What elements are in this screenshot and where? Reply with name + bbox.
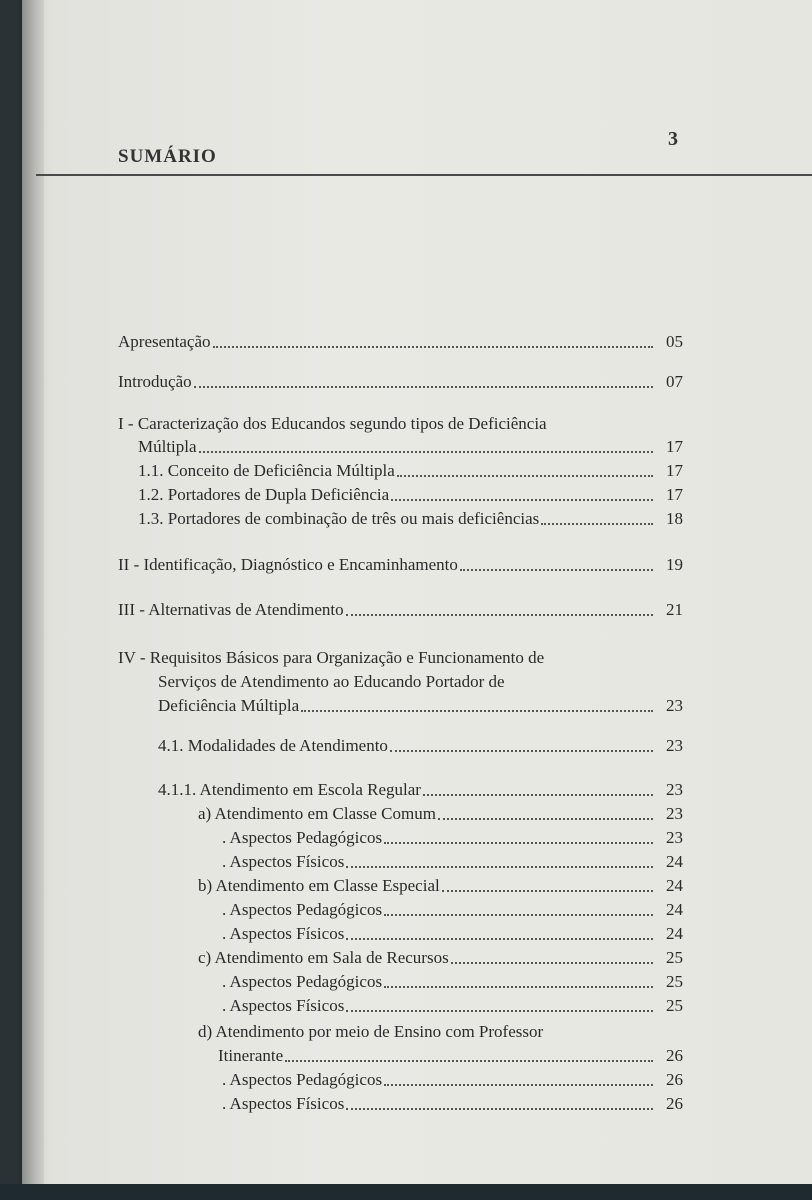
toc-chapter-1-line1: I - Caracterização dos Educandos segundo tipos de Deficiência (118, 414, 547, 433)
toc-entry-page: 24 (666, 900, 683, 919)
toc-entry-c (198, 948, 683, 968)
toc-entry-d-line1: d) Atendimento por meio de Ensino com Professor (198, 1022, 544, 1041)
dot-leader (460, 569, 653, 571)
toc-entry-page: 21 (666, 600, 683, 619)
toc-entry-apresentacao (118, 332, 683, 352)
toc-entry-d-fisicos (222, 1094, 683, 1114)
dot-leader (384, 1084, 653, 1086)
toc-entry-label: Itinerante (218, 1046, 284, 1065)
toc-entry-page: 17 (666, 485, 683, 504)
toc-entry-label: 4.1.1. Atendimento em Escola Regular (158, 780, 421, 799)
toc-chapter-4-line1: IV - Requisitos Básicos para Organização e Funcionamento de (118, 648, 545, 667)
toc-entry-label: . Aspectos Pedagógicos (222, 972, 383, 991)
toc-entry-page: 26 (666, 1094, 683, 1113)
toc-entry-label: . Aspectos Pedagógicos (222, 1070, 383, 1089)
toc-entry-label: Introdução (118, 372, 192, 391)
dot-leader (346, 938, 653, 940)
toc-entry-page: 05 (666, 332, 683, 351)
toc-entry-c-pedagogicos (222, 972, 683, 992)
toc-entry-b-pedagogicos (222, 900, 683, 920)
toc-entry-1-1 (138, 461, 683, 481)
toc-entry-4-1-1 (158, 780, 683, 800)
toc-entry-label: Deficiência Múltipla (158, 696, 300, 715)
dot-leader (442, 890, 653, 892)
toc-entry-page: 26 (666, 1046, 683, 1065)
dot-leader (301, 710, 653, 712)
toc-entry-1-2 (138, 485, 683, 505)
toc-entry-c-fisicos (222, 996, 683, 1016)
dot-leader (423, 794, 653, 796)
dot-leader (346, 866, 653, 868)
toc-entry-introducao (118, 372, 683, 392)
dot-leader (346, 1010, 653, 1012)
toc-entry-page: 23 (666, 828, 683, 847)
dot-leader (451, 962, 653, 964)
background-surface (0, 1184, 812, 1200)
toc-entry-a (198, 804, 683, 824)
dot-leader (194, 386, 653, 388)
toc-entry-label: 1.1. Conceito de Deficiência Múltipla (138, 461, 395, 480)
dot-leader (384, 842, 653, 844)
toc-entry-page: 18 (666, 509, 683, 528)
dot-leader (541, 523, 653, 525)
toc-entry-4-1 (158, 736, 683, 756)
toc-entry-page: 17 (666, 437, 683, 456)
toc-entry-label: . Aspectos Físicos (222, 852, 345, 871)
toc-entry-label: . Aspectos Físicos (222, 924, 345, 943)
toc-entry-page: 24 (666, 924, 683, 943)
table-of-contents (22, 0, 812, 1184)
toc-entry-a-fisicos (222, 852, 683, 872)
toc-entry-d (218, 1046, 683, 1066)
toc-entry-label: III - Alternativas de Atendimento (118, 600, 344, 619)
dot-leader (384, 914, 653, 916)
toc-entry-page: 24 (666, 852, 683, 871)
toc-entry-label: c) Atendimento em Sala de Recursos (198, 948, 449, 967)
dot-leader (438, 818, 653, 820)
toc-entry-page: 24 (666, 876, 683, 895)
toc-entry-label: 1.3. Portadores de combinação de três ou mais deficiências (138, 509, 540, 528)
toc-entry-page: 17 (666, 461, 683, 480)
toc-entry-page: 25 (666, 948, 683, 967)
toc-chapter-4-line2: Serviços de Atendimento ao Educando Portador de (158, 672, 505, 691)
toc-entry-page: 23 (666, 696, 683, 715)
toc-entry-b-fisicos (222, 924, 683, 944)
toc-entry-page: 23 (666, 736, 683, 755)
toc-entry-label: . Aspectos Pedagógicos (222, 828, 383, 847)
toc-entry-label: . Aspectos Físicos (222, 1094, 345, 1113)
dot-leader (346, 1108, 653, 1110)
toc-entry-page: 26 (666, 1070, 683, 1089)
toc-entry-label: 1.2. Portadores de Dupla Deficiência (138, 485, 390, 504)
toc-entry-b (198, 876, 683, 896)
toc-entry-page: 25 (666, 996, 683, 1015)
dot-leader (346, 614, 653, 616)
toc-entry-label: . Aspectos Pedagógicos (222, 900, 383, 919)
toc-entry-label: Apresentação (118, 332, 211, 351)
toc-entry-label: 4.1. Modalidades de Atendimento (158, 736, 388, 755)
toc-entry-chapter-1 (138, 437, 683, 457)
toc-entry-page: 25 (666, 972, 683, 991)
toc-entry-chapter-3 (118, 600, 683, 620)
toc-entry-a-pedagogicos (222, 828, 683, 848)
toc-entry-page: 23 (666, 780, 683, 799)
toc-entry-label: Múltipla (138, 437, 197, 456)
dot-leader (390, 750, 653, 752)
dot-leader (384, 986, 653, 988)
document-page (22, 0, 812, 1184)
page-title: SUMÁRIO (118, 146, 217, 167)
toc-entry-1-3 (138, 509, 683, 529)
toc-entry-chapter-4 (158, 696, 683, 716)
toc-entry-chapter-2 (118, 555, 683, 575)
toc-entry-label: b) Atendimento em Classe Especial (198, 876, 440, 895)
toc-entry-page: 19 (666, 555, 683, 574)
toc-entry-label: II - Identificação, Diagnóstico e Encaminhamento (118, 555, 458, 574)
page-number: 3 (668, 128, 678, 150)
dot-leader (199, 451, 653, 453)
toc-entry-label: a) Atendimento em Classe Comum (198, 804, 436, 823)
dot-leader (213, 346, 653, 348)
dot-leader (391, 499, 653, 501)
toc-entry-page: 07 (666, 372, 683, 391)
dot-leader (397, 475, 653, 477)
toc-entry-d-pedagogicos (222, 1070, 683, 1090)
toc-entry-label: . Aspectos Físicos (222, 996, 345, 1015)
toc-entry-page: 23 (666, 804, 683, 823)
dot-leader (285, 1060, 653, 1062)
